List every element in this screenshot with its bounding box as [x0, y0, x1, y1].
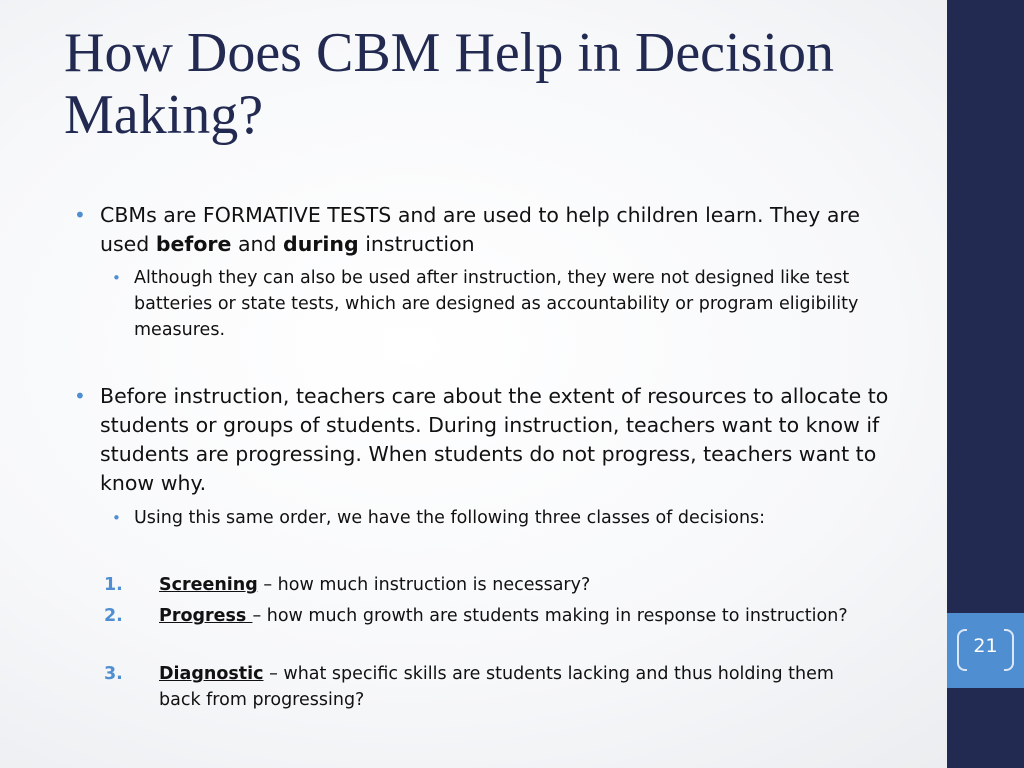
decision-number: 2. [104, 606, 123, 626]
decision-description: – how much growth are students making in response to instruction? [252, 606, 848, 626]
bullet-text: CBMs are FORMATIVE TESTS and are used to help children learn. They are used [100, 203, 860, 256]
page-number-frame [957, 625, 1014, 675]
subbullet-after-instruction: • Although they can also be used after instruction, they were not designed like test batteries or state tests, which are designed as accountability or program eligibility measures. [134, 265, 894, 343]
slide-title: How Does CBM Help in Decision Making? [64, 22, 834, 146]
bullet-before-instruction: • Before instruction, teachers care about the extent of resources to allocate to students or groups of students. During instruction, teachers want to know if students are progressing. When students do not progress, teachers want to know why. [100, 382, 900, 498]
subbullet-same-order: • Using this same order, we have the following three classes of decisions: [134, 505, 894, 531]
bold-during: during [283, 232, 359, 256]
decision-term: Screening [159, 575, 258, 595]
decision-description: – what specific skills are students lacking and thus holding them back from progressing? [159, 664, 834, 710]
bold-before: before [155, 232, 232, 256]
decision-description: – how much instruction is necessary? [257, 575, 591, 595]
decision-term: Progress [159, 606, 253, 626]
decision-term: Diagnostic [159, 664, 264, 684]
decision-number: 1. [104, 575, 123, 595]
page-number-badge [947, 613, 1024, 688]
page-number: 21 [973, 635, 998, 657]
bullet-formative-tests [100, 201, 900, 259]
bullet-text: instruction [358, 232, 475, 256]
bullet-text: and [231, 232, 284, 256]
decision-number: 3. [104, 664, 123, 684]
